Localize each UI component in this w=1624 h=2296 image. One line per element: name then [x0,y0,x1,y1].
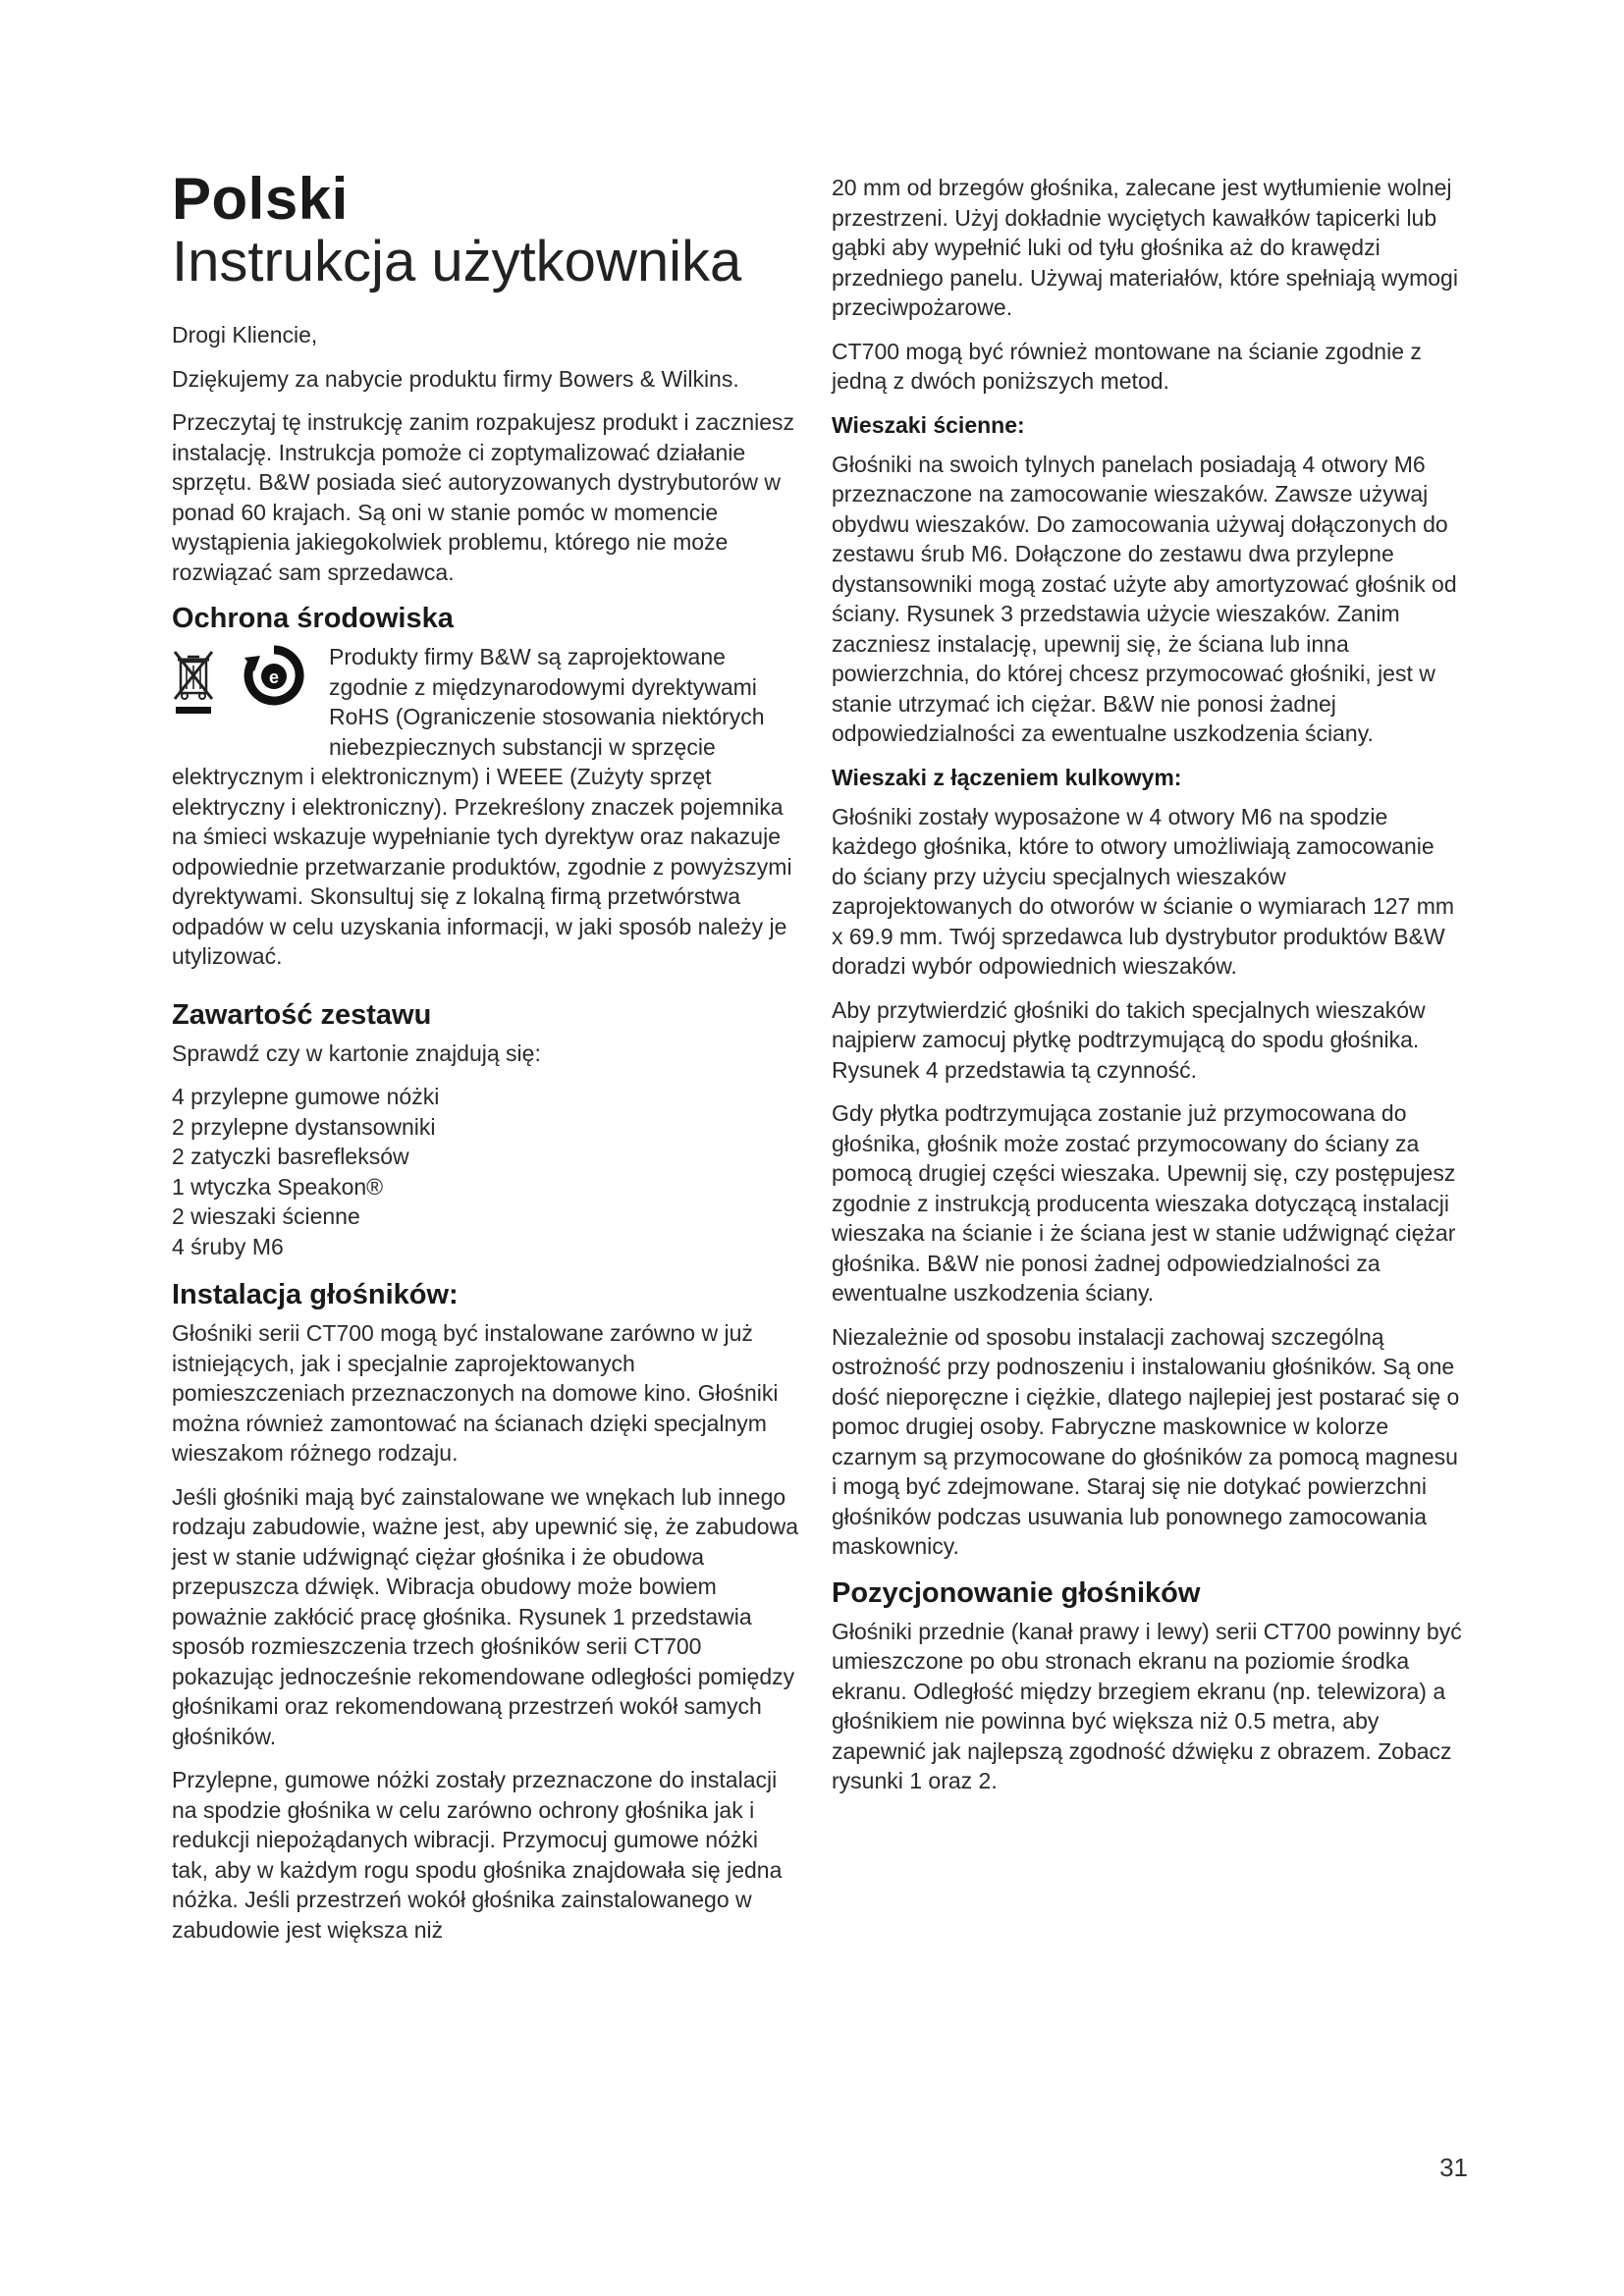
installation-paragraph-3-continued: 20 mm od brzegów głośnika, zalecane jest wytłumienie wolnej przestrzeni. Użyj dokładnie wyciętych kawałków tapicerki lub gąbki aby wypełnić luki od tyłu głośnika aż do krawędzi przedniego panelu. Używaj materiałów, które spełniają wymogi przeciwpożarowe. [832,175,1458,320]
installation-paragraph-3: Przylepne, gumowe nóżki zostały przeznaczone do instalacji na spodzie głośnika w celu zarówno ochrony głośnika jak i redukcji niepożądanych wibracji. Przymocuj gumowe nóżki tak, aby w każdym rogu spodu głośnika znajdowała się jedna nóżka. Jeśli przestrzeń wokół głośnika zainstalowanego w zabudowie jest większa niż [172,1767,783,1943]
positioning-heading: Pozycjonowanie głośników [832,1576,1201,1609]
page-title: Instrukcja użytkownika [172,230,742,294]
ball-brackets-paragraph-3: Gdy płytka podtrzymująca zostanie już przymocowana do głośnika, głośnik może zostać przymocowany do ściany za pomocą drugiej części wieszaka. Upewnij się, czy postępujesz zgodnie z instrukcją producenta wieszaka dotyczącą instalacji wieszaka na ścianie i że ściana jest w stanie udźwignąć ciężar głośnika. B&W nie ponosi żadnej odpowiedzialności za ewentualne uszkodzenia ściany. [832,1100,1456,1306]
list-item: 2 zatyczki basrefleksów [172,1144,409,1169]
list-item: 1 wtyczka Speakon® [172,1173,384,1200]
ball-brackets-heading: Wieszaki z łączeniem kulkowym: [832,764,1182,790]
contents-list [172,1082,800,1261]
thanks-paragraph: Dziękujemy za nabycie produktu firmy Bowers & Wilkins. [172,365,739,392]
language-heading: Polski [172,166,349,232]
wall-brackets-heading: Wieszaki ścienne: [832,411,1025,438]
installation-paragraph-2: Jeśli głośniki mają być zainstalowane we wnękach lub innego rodzaju zabudowie, ważne jest, aby upewnić się, że zabudowa jest w stanie udźwignąć ciężar głośnika i że obudowa przepuszcza dźwięk. Wibracja obudowy może bowiem poważnie zakłócić pracę głośnika. Rysunek 1 przedstawia sposób rozmieszczenia trzech głośników serii CT700 pokazując jednocześnie rekomendowane odległości pomiędzy głośnikami oraz rekomendowaną przestrzeń wokół samych głośników. [172,1483,798,1749]
installation-paragraph-4: CT700 mogą być również montowane na ścianie zgodnie z jedną z dwóch poniższych metod. [832,338,1422,394]
ball-brackets-paragraph-4: Niezależnie od sposobu instalacji zachowaj szczególną ostrożność przy podnoszeniu i instalowaniu głośników. Są one dość nieporęczne i ciężkie, dlatego najlepiej jest postarać się o pomoc drugiej osoby. Fabryczne maskownice w kolorze czarnym są przymocowane do głośników za pomocą magnesu i mogą być zdejmowane. Staraj się nie dotykać powierzchni głośników podczas usuwania lub ponownego zamocowania maskownicy. [832,1323,1460,1559]
right-column [832,173,1465,1810]
contents-intro: Sprawdź czy w kartonie znajdują się: [172,1040,541,1066]
left-column [172,166,800,1958]
positioning-paragraph: Głośniki przednie (kanał prawy i lewy) serii CT700 powinny być umieszczone po obu stronach ekranu na poziomie środka ekranu. Odległość między brzegiem ekranu (np. telewizora) a głośnikiem nie powinna być większa niż 0.5 metra, aby zapewnić jak najlepszą zgodność dźwięku z obrazem. Zobacz rysunki 1 oraz 2. [832,1618,1462,1793]
list-item: 4 śruby M6 [172,1233,284,1259]
ball-brackets-paragraph-1: Głośniki zostały wyposażone w 4 otwory M6 na spodzie każdego głośnika, które to otwory umożliwiają zamocowanie do ściany przy użyciu specjalnych wieszaków zaprojektowanych do otworów w ścianie o wymiarach 127 mm x 69.9 mm. Twój sprzedawca lub dystrybutor produktów B&W doradzi wybór odpowiednich wieszaków. [832,803,1455,979]
wall-brackets-paragraph: Głośniki na swoich tylnych panelach posiadają 4 otwory M6 przeznaczone na zamocowanie wieszaków. Zawsze używaj obydwu wieszaków. Do zamocowania używaj dołączonych do zestawu śrub M6. Dołączone do zestawu dwa przylepne dystansowniki mogą zostać użyte aby amortyzować głośnik od ściany. Rysunek 3 przedstawia użycie wieszaków. Zanim zaczniesz instalację, upewnij się, że ściana lub inna powierzchnia, do której chcesz przymocować głośniki, jest w stanie utrzymać ich ciężar. B&W nie ponosi żadnej odpowiedzialności za ewentualne uszkodzenia ściany. [832,451,1457,746]
list-item: 4 przylepne gumowe nóżki [172,1084,440,1109]
crossed-bin-icon [172,648,215,717]
read-first-paragraph: Przeczytaj tę instrukcję zanim rozpakujesz produkt i zaczniesz instalację. Instrukcja pomoże ci zoptymalizować działanie sprzętu. B&W posiada sieć autoryzowanych dystrybutorów w ponad 60 krajach. Są oni w stanie pomóc w momencie wystąpienia jakiegokolwiek problemu, którego nie może rozwiązać sam sprzedawca. [172,409,795,585]
svg-text:e: e [268,667,280,687]
environment-section [172,642,800,986]
ball-brackets-paragraph-2: Aby przytwierdzić głośniki do takich specjalnych wieszaków najpierw zamocuj płytkę podtrzymującą do spodu głośnika. Rysunek 4 przedstawia tą czynność. [832,996,1426,1083]
installation-paragraph-1: Głośniki serii CT700 mogą być instalowane zarówno w już istniejących, jak i specjalnie zaprojektowanych pomieszczeniach przeznaczonych na domowe kino. Głośniki można również zamontować na ścianach dzięki specjalnym wieszakom różnego rodzaju. [172,1320,779,1466]
list-item: 2 przylepne dystansowniki [172,1113,436,1140]
list-item: 2 wieszaki ścienne [172,1203,360,1229]
installation-heading: Instalacja głośników: [172,1279,459,1310]
page-number: 31 [1439,2153,1468,2182]
contents-heading: Zawartość zestawu [172,998,432,1031]
environment-icons [172,642,319,732]
greeting: Drogi Kliencie, [172,322,318,347]
rohs-recycle-icon [243,644,305,707]
environment-heading: Ochrona środowiska [172,603,454,634]
environment-paragraph: Produkty firmy B&W są zaprojektowane zgodnie z międzynarodowymi dyrektywami RoHS (Ograniczenie stosowania niektórych niebezpiecznych substancji w sprzęcie elektrycznym i elektronicznym) i WEEE (Zużyty sprzęt elektryczny i elektroniczny). Przekreślony znaczek pojemnika na śmieci wskazuje wypełnianie tych dyrektyw oraz nakazuje odpowiednie przetwarzanie produktów, zgodnie z powyższymi dyrektywami. Skonsultuj się z lokalną firmą przetwórstwa odpadów w celu uzyskania informacji, w jaki sposób należy je utylizować. [172,644,792,969]
